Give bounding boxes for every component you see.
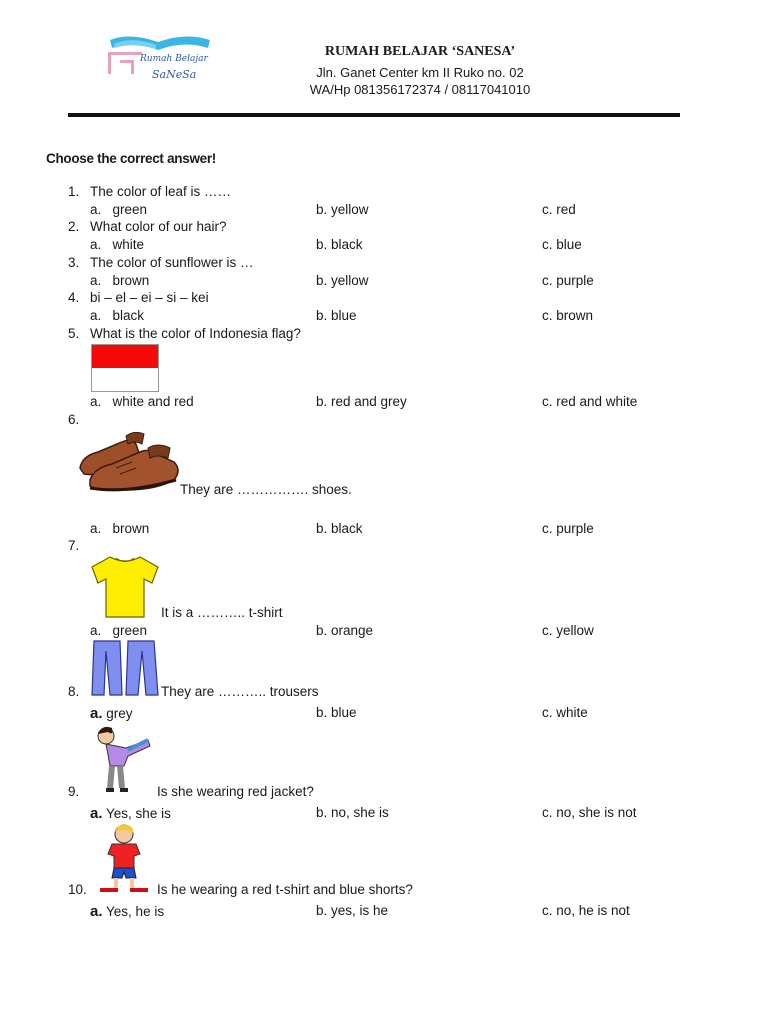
option-b[interactable]: b. yellow	[316, 202, 369, 217]
trousers-icon	[90, 639, 160, 697]
logo	[100, 30, 220, 102]
question-text: They are ……….. trousers	[161, 684, 319, 699]
option-b[interactable]: b. no, she is	[316, 805, 389, 820]
option-b[interactable]: b. red and grey	[316, 394, 407, 409]
option-a-text: white and red	[112, 394, 194, 409]
question-text: What color of our hair?	[90, 219, 227, 234]
option-b[interactable]: b. blue	[316, 705, 357, 720]
option-a[interactable]	[90, 805, 171, 822]
boy-tshirt-shorts-image	[96, 822, 152, 899]
option-a[interactable]	[90, 202, 147, 217]
option-a[interactable]	[90, 903, 164, 920]
question-text: They are ……………. shoes.	[180, 482, 352, 497]
question-number: 5.	[68, 326, 80, 341]
question-text: It is a ……….. t-shirt	[161, 605, 283, 620]
question-text: The color of leaf is ……	[90, 184, 232, 199]
question-text: Is she wearing red jacket?	[157, 784, 314, 799]
option-c[interactable]: c. white	[542, 705, 588, 720]
question-number: 10.	[68, 882, 87, 897]
question-text: bi – el – ei – si – kei	[90, 290, 209, 305]
option-a-label: a.	[90, 623, 102, 638]
question-number: 7.	[68, 538, 80, 553]
option-a-text: grey	[106, 706, 133, 721]
option-a-label: a.	[90, 237, 102, 252]
girl-jacket-image	[92, 722, 154, 803]
question-text: The color of sunflower is …	[90, 255, 254, 270]
option-a-text: green	[112, 623, 148, 638]
option-c[interactable]: c. no, she is not	[542, 805, 637, 820]
option-c[interactable]: c. purple	[542, 273, 594, 288]
logo-text-line2: SaNeSa	[152, 68, 197, 81]
header-divider	[68, 113, 680, 117]
option-a-label: a.	[90, 705, 103, 722]
option-a[interactable]	[90, 521, 149, 536]
girl-icon	[92, 722, 154, 798]
tshirt-icon	[88, 553, 162, 619]
question-number: 1.	[68, 184, 80, 199]
contact-line: WA/Hp 081356172374 / 08117041010	[309, 82, 531, 97]
option-a-text: brown	[112, 521, 150, 536]
option-a[interactable]	[90, 394, 194, 409]
option-b[interactable]: b. black	[316, 237, 363, 252]
option-b[interactable]: b. yellow	[316, 273, 369, 288]
question-number: 9.	[68, 784, 80, 799]
question-number: 6.	[68, 412, 80, 427]
option-a-text: Yes, she is	[106, 806, 171, 821]
option-c[interactable]: c. no, he is not	[542, 903, 630, 918]
option-b[interactable]: b. yes, is he	[316, 903, 389, 918]
option-a-label: a.	[90, 903, 103, 920]
question-number: 8.	[68, 684, 80, 699]
option-a-label: a.	[90, 202, 102, 217]
address-line: Jln. Ganet Center km II Ruko no. 02	[316, 65, 524, 80]
trousers-image	[90, 639, 160, 702]
option-a-text: green	[112, 202, 148, 217]
tshirt-image	[88, 553, 162, 624]
option-a-label: a.	[90, 521, 102, 536]
option-a-label: a.	[90, 308, 102, 323]
question-text: What is the color of Indonesia flag?	[90, 326, 301, 341]
option-a-text: white	[112, 237, 145, 252]
option-a[interactable]	[90, 237, 144, 252]
option-c[interactable]: c. yellow	[542, 623, 594, 638]
indonesia-flag-image	[91, 344, 159, 392]
book-logo-icon	[100, 30, 220, 102]
option-a[interactable]	[90, 623, 147, 638]
flag-white-stripe	[92, 368, 158, 391]
option-b[interactable]: b. orange	[316, 623, 374, 638]
instruction: Choose the correct answer!	[46, 151, 217, 166]
question-number: 4.	[68, 290, 80, 305]
option-a-text: black	[112, 308, 145, 323]
option-a-label: a.	[90, 394, 102, 409]
option-a-text: Yes, he is	[106, 904, 165, 919]
option-b[interactable]: b. black	[316, 521, 363, 536]
shoes-image	[76, 428, 184, 503]
option-a-text: brown	[112, 273, 150, 288]
option-c[interactable]: c. purple	[542, 521, 594, 536]
option-a-label: a.	[90, 805, 103, 822]
option-a[interactable]	[90, 705, 133, 722]
option-a[interactable]	[90, 308, 144, 323]
option-c[interactable]: c. blue	[542, 237, 582, 252]
logo-text-line1: Rumah Belajar	[140, 54, 208, 64]
option-b[interactable]: b. blue	[316, 308, 357, 323]
option-c[interactable]: c. red	[542, 202, 576, 217]
question-text: Is he wearing a red t-shirt and blue shorts?	[157, 882, 413, 897]
shoes-icon	[76, 428, 184, 498]
question-number: 2.	[68, 219, 80, 234]
option-c[interactable]: c. brown	[542, 308, 594, 323]
boy-icon	[96, 822, 152, 894]
option-c[interactable]: c. red and white	[542, 394, 638, 409]
option-a[interactable]	[90, 273, 149, 288]
question-number: 3.	[68, 255, 80, 270]
page-title: RUMAH BELAJAR ‘SANESA’	[324, 44, 516, 59]
option-a-label: a.	[90, 273, 102, 288]
flag-red-stripe	[92, 345, 158, 368]
